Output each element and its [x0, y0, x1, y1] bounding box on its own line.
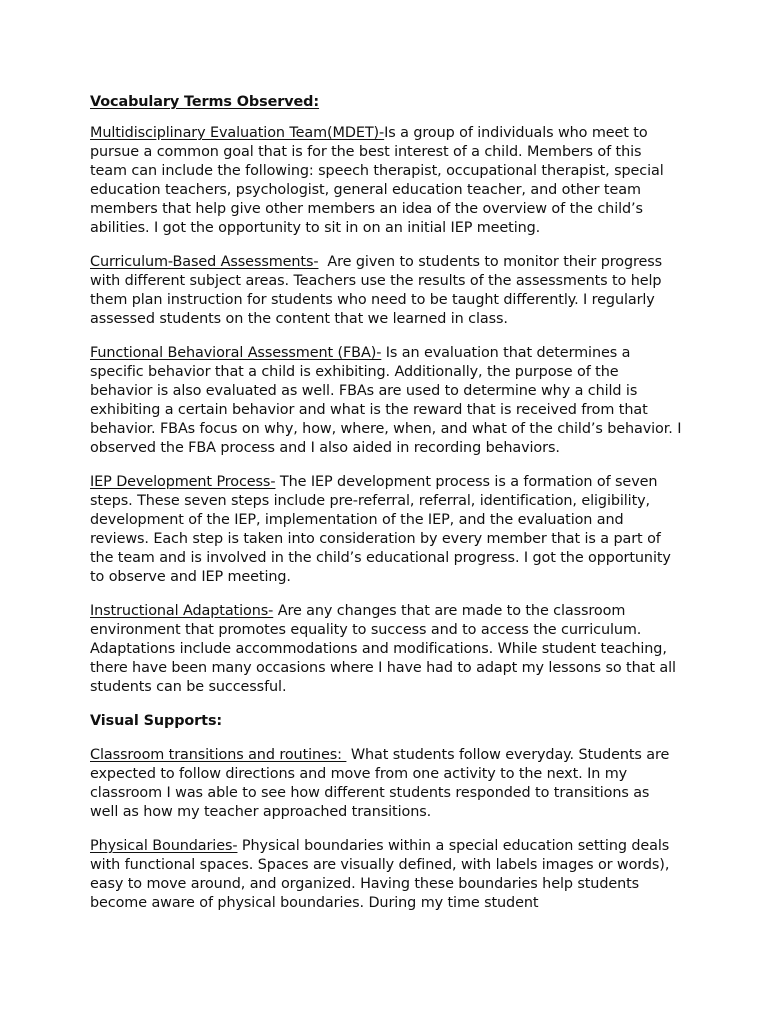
support-entry-boundaries [90, 837, 682, 913]
support-term: Classroom transitions and routines: [90, 747, 347, 763]
vocab-entry-fba [90, 344, 682, 458]
vocab-term: Instructional Adaptations- [90, 603, 274, 619]
vocab-term: Curriculum-Based Assessments- [90, 254, 319, 270]
vocab-definition: The IEP development process is a formation of seven steps. These seven steps include pre-referral, referral, identification, eligibility, development of the IEP, implementation of the IEP, and the evaluation and reviews. Each step is taken into consideration by every member that is a part of the team and is involved in the child’s educational progress. I got the opportunity to observe and IEP meeting. [90, 474, 671, 585]
support-definition: Physical boundaries within a special education setting deals with functional spaces. Spaces are visually defined, with labels images or words), easy to move around, and organized. Having these boundaries help students become aware of physical boundaries. During my time student [90, 838, 670, 911]
vocab-entry-adaptations [90, 602, 682, 697]
vocab-definition: Are any changes that are made to the classroom environment that promotes equality to success and to access the curriculum. Adaptations include accommodations and modifications. While student teaching, there have been many occasions where I have had to adapt my lessons so that all students can be successful. [90, 603, 676, 695]
vocab-entry-mdet [90, 124, 682, 238]
support-term: Physical Boundaries- [90, 838, 238, 854]
section-heading-vocabulary: Vocabulary Terms Observed: [90, 94, 320, 110]
vocab-term: Multidisciplinary Evaluation Team(MDET)- [90, 125, 385, 141]
vocab-entry-iep [90, 473, 682, 587]
vocab-term: IEP Development Process- [90, 474, 276, 490]
section-heading-visual-supports [90, 712, 682, 731]
vocab-definition: Are given to students to monitor their progress with different subject areas. Teachers use the results of the assessments to help them plan instruction for students who need to be taught differently. I regularly assessed students on the content that we learned in class. [90, 254, 667, 327]
document-page [90, 93, 682, 928]
vocab-term: Functional Behavioral Assessment (FBA)- [90, 345, 382, 361]
vocab-definition: Is a group of individuals who meet to pursue a common goal that is for the best interest of a child. Members of this team can include the following: speech therapist, occupational therapist, special education teachers, psychologist, general education teacher, and other team members that help give other members an idea of the overview of the child’s abilities. I got the opportunity to sit in on an initial IEP meeting. [90, 125, 664, 236]
section-heading-colon: : [216, 713, 223, 729]
support-entry-transitions [90, 746, 682, 822]
support-definition: What students follow everyday. Students are expected to follow directions and move from one activity to the next. In my classroom I was able to see how different students responded to transitions as well as how my teacher approached transitions. [90, 747, 670, 820]
vocab-entry-cba [90, 253, 682, 329]
section-heading-text: Visual Supports [90, 713, 217, 729]
vocab-definition: Is an evaluation that determines a specific behavior that a child is exhibiting. Additionally, the purpose of the behavior is also evaluated as well. FBAs are used to determine why a child is exhibiting a certain behavior and what is the reward that is received from that behavior. FBAs focus on why, how, where, when, and what of the child’s behavior. I observed the FBA process and I also aided in recording behaviors. [90, 345, 682, 456]
